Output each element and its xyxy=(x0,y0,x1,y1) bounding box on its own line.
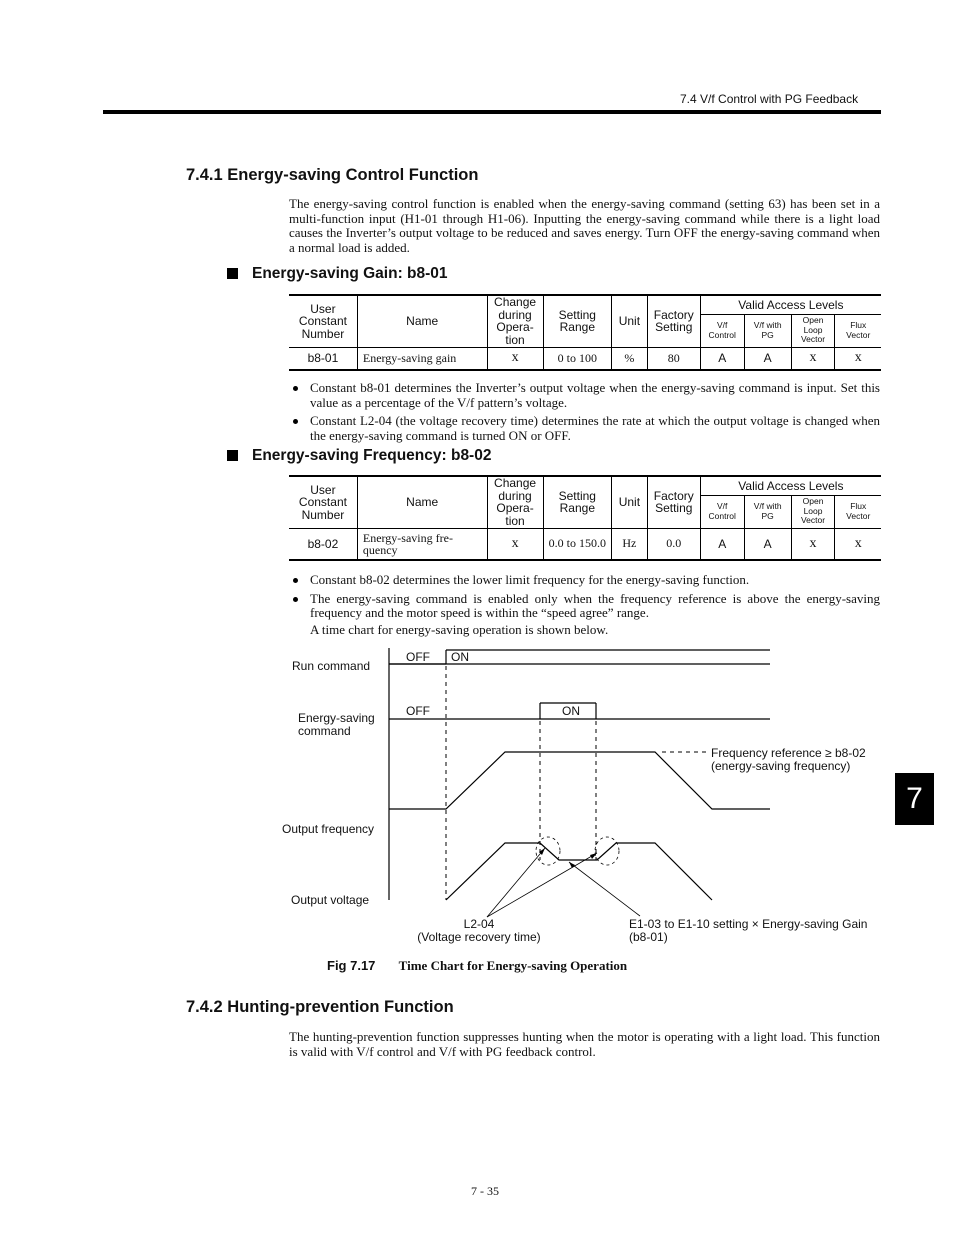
cell-vfpg: A xyxy=(744,347,791,370)
hdr-change: Change during Opera- tion xyxy=(487,476,543,528)
list-item: Constant b8-02 determines the lower limit frequency for the energy-saving function. xyxy=(289,573,880,588)
cell-change: x xyxy=(487,528,543,560)
hdr-vfpg: V/f with PG xyxy=(744,314,791,347)
label-es-off: OFF xyxy=(406,704,430,718)
label-output-voltage: Output voltage xyxy=(291,893,370,907)
hdr-vf: V/f Control xyxy=(700,314,744,347)
list-item: Constant b8-01 determines the Inverter’s output voltage when the energy-saving command is input. Set this value as a percentage of the V/f pattern’s voltage. xyxy=(289,381,880,410)
list-item: The energy-saving command is enabled only when the frequency reference is above the energy-saving frequency and the motor speed is within the “speed agree” range. A time chart for energy-saving operation is shown below. xyxy=(289,592,880,638)
hdr-vf: V/f Control xyxy=(700,495,744,528)
hdr-flux: Flux Vector xyxy=(835,495,881,528)
hdr-unit: Unit xyxy=(612,295,648,347)
cell-unit: % xyxy=(612,347,648,370)
hdr-vfpg: V/f with PG xyxy=(744,495,791,528)
label-l2-04: L2-04 (Voltage recovery time) xyxy=(417,917,541,944)
bullet-extra-line: A time chart for energy-saving operation is shown below. xyxy=(310,621,609,637)
label-energy-saving-command: Energy-saving command xyxy=(298,711,375,738)
list-item: Constant L2-04 (the voltage recovery time) determines the rate at which the output voltage is changed when the energy-saving command is turned ON or OFF. xyxy=(289,414,880,443)
label-output-frequency: Output frequency xyxy=(282,822,375,836)
cell-range: 0 to 100 xyxy=(543,347,611,370)
cell-number: b8-02 xyxy=(289,528,357,560)
cell-change: x xyxy=(487,347,543,370)
hdr-name: Name xyxy=(357,295,487,347)
cell-vfpg: A xyxy=(744,528,791,560)
cell-factory: 0.0 xyxy=(647,528,700,560)
cell-unit: Hz xyxy=(612,528,648,560)
hdr-setting-range: Setting Range xyxy=(543,295,611,347)
freq-heading-text: Energy-saving Frequency: b8-02 xyxy=(252,447,492,464)
hdr-factory: Factory Setting xyxy=(647,476,700,528)
figure-caption-text: Time Chart for Energy-saving Operation xyxy=(398,958,628,973)
section-7-4-2-body: The hunting-prevention function suppresses hunting when the motor is operating with a light load. This function is valid with V/f control and V/f with PG feedback control. xyxy=(289,1029,880,1059)
label-frequency-reference: Frequency reference ≥ b8-02 (energy-saving frequency) xyxy=(711,746,866,773)
cell-flux: x xyxy=(835,528,881,560)
cell-flux: x xyxy=(835,347,881,370)
hdr-olv: Open Loop Vector xyxy=(791,495,835,528)
cell-vf: A xyxy=(700,528,744,560)
hdr-valid-access: Valid Access Levels xyxy=(700,295,881,314)
hdr-unit: Unit xyxy=(612,476,648,528)
hdr-olv: Open Loop Vector xyxy=(791,314,835,347)
figure-number: Fig 7.17 xyxy=(327,958,376,973)
label-e1-03: E1-03 to E1-10 setting × Energy-saving Gain (b8-01) xyxy=(629,917,868,944)
cell-olv: x xyxy=(791,347,835,370)
cell-vf: A xyxy=(700,347,744,370)
cell-name: Energy-saving fre- quency xyxy=(357,528,487,560)
cell-range: 0.0 to 150.0 xyxy=(543,528,611,560)
page-number: 7 - 35 xyxy=(471,1184,499,1198)
hdr-name: Name xyxy=(357,476,487,528)
section-title-7-4-2: 7.4.2 Hunting-prevention Function xyxy=(186,998,454,1016)
section-title-7-4-1: 7.4.1 Energy-saving Control Function xyxy=(186,166,479,184)
chapter-tab: 7 xyxy=(895,773,934,825)
hdr-user-constant: User Constant Number xyxy=(289,476,357,528)
label-es-on: ON xyxy=(562,704,580,718)
hdr-factory: Factory Setting xyxy=(647,295,700,347)
cell-name: Energy-saving gain xyxy=(357,347,487,370)
hdr-user-constant: User Constant Number xyxy=(289,295,357,347)
label-run-off: OFF xyxy=(406,650,430,664)
gain-heading-text: Energy-saving Gain: b8-01 xyxy=(252,265,448,282)
running-header: 7.4 V/f Control with PG Feedback xyxy=(680,92,859,106)
hdr-valid-access: Valid Access Levels xyxy=(700,476,881,495)
cell-number: b8-01 xyxy=(289,347,357,370)
label-run-command: Run command xyxy=(292,659,371,673)
cell-olv: x xyxy=(791,528,835,560)
output-voltage-curve xyxy=(446,843,712,900)
section-7-4-1-body: The energy-saving control function is enabled when the energy-saving command (setting 63) has been set in a multi-function input (H1-01 through H1-06). Inputting the energy-saving command while there is a light load causes the Inverter’s output voltage to be reduced and saves energy. Turn OFF the energy-saving command when a normal load is added. xyxy=(289,196,880,255)
label-run-on: ON xyxy=(451,650,469,664)
hdr-setting-range: Setting Range xyxy=(543,476,611,528)
figure-caption xyxy=(327,958,627,974)
cell-factory: 80 xyxy=(647,347,700,370)
hdr-flux: Flux Vector xyxy=(835,314,881,347)
hdr-change: Change during Opera- tion xyxy=(487,295,543,347)
